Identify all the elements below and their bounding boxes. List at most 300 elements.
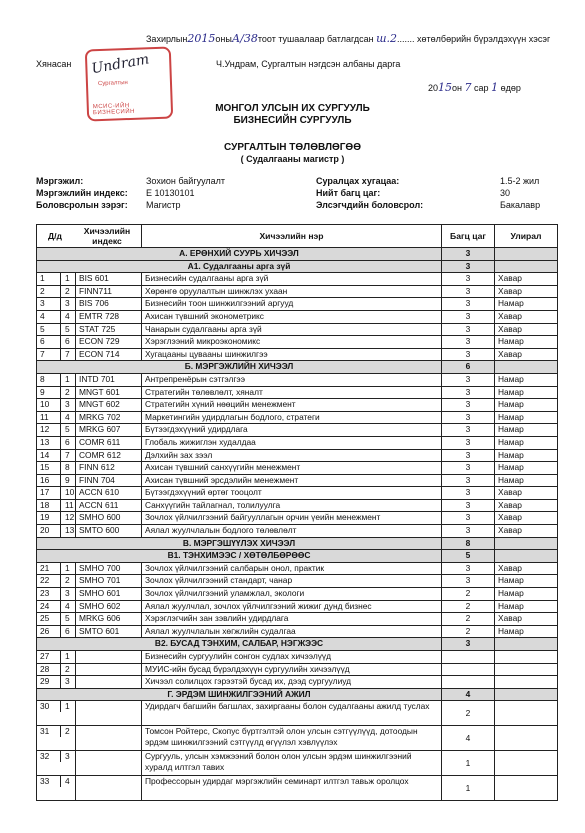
row-number-cell — [37, 600, 76, 613]
row-number-cell — [37, 499, 76, 512]
course-credit: 3 — [442, 273, 495, 286]
row-number: 2 — [37, 286, 61, 298]
course-term: Хавар — [495, 273, 558, 286]
row-sub-number: 5 — [65, 613, 70, 624]
row-sub-number: 9 — [65, 474, 70, 485]
category-credit: 4 — [442, 688, 495, 701]
row-number-cell — [37, 373, 76, 386]
course-name: Зочлох үйлчилгээний уламжлал, экологи — [142, 588, 442, 601]
row-number-cell — [37, 625, 76, 638]
row-number: 33 — [37, 776, 61, 787]
row-sub-number: 2 — [65, 663, 70, 674]
row-sub-number: 1 — [65, 562, 70, 573]
course-code: SMTO 600 — [76, 525, 142, 538]
table-row — [37, 663, 558, 676]
course-term: Хавар — [495, 310, 558, 323]
course-code: ACCN 611 — [76, 499, 142, 512]
col-no: Д/д — [48, 231, 62, 241]
row-number: 5 — [37, 324, 61, 336]
row-number-cell — [37, 298, 76, 311]
course-term: Хавар — [495, 512, 558, 525]
row-sub-number: 3 — [65, 588, 70, 599]
course-code: ACCN 610 — [76, 487, 142, 500]
row-number-cell — [37, 436, 76, 449]
row-number-cell — [37, 651, 76, 664]
row-sub-number: 2 — [65, 386, 70, 397]
row-sub-number: 3 — [65, 399, 70, 410]
table-row — [37, 323, 558, 336]
plan-title: СУРГАЛТЫН ТӨЛӨВЛӨГӨӨ — [224, 142, 361, 153]
row-sub-number: 4 — [65, 310, 70, 321]
row-sub-number: 1 — [65, 651, 70, 661]
course-code: SMHO 601 — [76, 588, 142, 601]
row-number: 10 — [37, 399, 61, 411]
course-credit: 3 — [442, 449, 495, 462]
course-credit: 3 — [442, 386, 495, 399]
row-number: 28 — [37, 664, 61, 676]
row-number: 19 — [37, 512, 61, 524]
row-sub-number: 10 — [65, 487, 75, 498]
course-credit: 3 — [442, 373, 495, 386]
course-code: BIS 601 — [76, 273, 142, 286]
row-number: 21 — [37, 563, 61, 575]
course-term: Хавар — [495, 323, 558, 336]
major-label: Мэргэжил: — [36, 176, 84, 186]
row-sub-number: 6 — [65, 625, 70, 636]
course-code — [76, 663, 142, 676]
course-code: FINN711 — [76, 285, 142, 298]
course-term: Хавар — [495, 285, 558, 298]
course-term — [495, 663, 558, 676]
category-name: В. МЭРГЭШҮҮЛЭХ ХИЧЭЭЛ — [37, 537, 442, 550]
course-name: Глобаль жижиглэн худалдаа — [142, 436, 442, 449]
row-sub-number: 3 — [65, 751, 70, 762]
row-sub-number: 2 — [65, 726, 70, 737]
row-sub-number: 13 — [65, 525, 75, 536]
table-row — [37, 273, 558, 286]
row-number-cell — [37, 487, 76, 500]
course-credit: 3 — [442, 562, 495, 575]
course-term — [495, 676, 558, 689]
course-code: EMTR 728 — [76, 310, 142, 323]
course-name: Дэлхийн зах зээл — [142, 449, 442, 462]
table-row — [37, 726, 558, 751]
credits-value: 30 — [500, 188, 511, 198]
course-term: Хавар — [495, 487, 558, 500]
course-credit: 3 — [442, 525, 495, 538]
row-number: 30 — [37, 701, 61, 712]
category-term — [495, 638, 558, 651]
course-credit: 3 — [442, 474, 495, 487]
row-number: 17 — [37, 487, 61, 499]
category-credit: 3 — [442, 260, 495, 273]
course-name: Бүтээгдэхүүний удирдлага — [142, 424, 442, 437]
row-number: 18 — [37, 500, 61, 512]
course-credit: 3 — [442, 462, 495, 475]
row-number-cell — [37, 323, 76, 336]
course-term: Хавар — [495, 613, 558, 626]
row-number: 12 — [37, 424, 61, 436]
course-term: Хавар — [495, 499, 558, 512]
row-number-cell — [37, 726, 76, 751]
course-term — [495, 726, 558, 751]
course-code: MRKG 606 — [76, 613, 142, 626]
table-row — [37, 449, 558, 462]
stamp-text: МСИС-ИЙН БИЗНЕСИЙН — [92, 102, 136, 117]
row-number-cell — [37, 424, 76, 437]
course-term: Намар — [495, 373, 558, 386]
course-code: FINN 612 — [76, 462, 142, 475]
university-name: МОНГОЛ УЛСЫН ИХ СУРГУУЛЬ — [215, 103, 370, 114]
table-body — [37, 248, 558, 801]
course-credit — [442, 676, 495, 689]
row-sub-number: 6 — [65, 336, 70, 347]
row-number-cell — [37, 776, 76, 801]
row-number-cell — [37, 512, 76, 525]
course-term: Хавар — [495, 562, 558, 575]
course-code: MNGT 601 — [76, 386, 142, 399]
course-name: МУИС-ийн бусад бүрэлдэхүүн сургуулийн хичээлүүд — [142, 663, 442, 676]
row-number-cell — [37, 449, 76, 462]
row-number: 13 — [37, 437, 61, 449]
signature: Undram — [90, 51, 151, 78]
credits-label: Нийт багц цаг: — [316, 188, 381, 198]
course-credit — [442, 663, 495, 676]
duration-label: Суралцах хугацаа: — [316, 176, 400, 186]
course-credit: 1 — [442, 776, 495, 801]
course-term: Намар — [495, 462, 558, 475]
course-term: Хавар — [495, 525, 558, 538]
date-year-label: он — [452, 83, 462, 93]
row-number: 4 — [37, 311, 61, 323]
row-number-cell — [37, 751, 76, 776]
row-number: 27 — [37, 651, 61, 663]
row-number-cell — [37, 613, 76, 626]
category-term — [495, 537, 558, 550]
course-name: Стратегийн төлөвлөлт, хяналт — [142, 386, 442, 399]
table-row — [37, 285, 558, 298]
approval-year-handwritten: 2015 — [187, 32, 216, 45]
course-name: Бизнесийн тоон шинжилгээний аргууд — [142, 298, 442, 311]
category-credit: 5 — [442, 550, 495, 563]
course-name: Стратегийн хүний нөөцийн менежмент — [142, 399, 442, 412]
category-row — [37, 537, 558, 550]
row-number-cell — [37, 273, 76, 286]
table-row — [37, 373, 558, 386]
course-name: Зочлох үйлчилгээний байгууллагын орчин үеийн менежмент — [142, 512, 442, 525]
col-name: Хичээлийн нэр — [142, 225, 442, 248]
course-code: SMHO 602 — [76, 600, 142, 613]
row-number-cell — [37, 310, 76, 323]
course-credit: 2 — [442, 588, 495, 601]
table-row — [37, 487, 558, 500]
course-term: Намар — [495, 411, 558, 424]
course-code — [76, 776, 142, 801]
course-code — [76, 651, 142, 664]
course-name: Чанарын судалгааны арга зүй — [142, 323, 442, 336]
subcategory-name: А1. Судалгааны арга зүй — [37, 260, 442, 273]
row-sub-number: 3 — [65, 676, 70, 687]
row-number-cell — [37, 676, 76, 689]
col-code: Хичээлийн индекс — [83, 226, 131, 246]
course-credit: 4 — [442, 726, 495, 751]
row-sub-number: 4 — [65, 776, 70, 787]
category-term — [495, 248, 558, 261]
course-name: Хэрэглээний микроэкономикс — [142, 336, 442, 349]
course-term: Намар — [495, 600, 558, 613]
category-term — [495, 550, 558, 563]
category-term — [495, 688, 558, 701]
course-name: Хэрэглэгчийн зан зэвлийн удирдлага — [142, 613, 442, 626]
course-code: SMHO 600 — [76, 512, 142, 525]
approval-mid: оны — [215, 34, 232, 44]
date-prefix: 20 — [428, 83, 439, 93]
course-credit: 3 — [442, 512, 495, 525]
course-credit: 3 — [442, 285, 495, 298]
course-name: Бизнесийн судалгааны арга зүй — [142, 273, 442, 286]
approval-mid2: тоот тушаалаар батлагдсан — [257, 34, 374, 44]
course-credit: 3 — [442, 310, 495, 323]
row-number-cell — [37, 285, 76, 298]
row-number: 11 — [37, 412, 61, 424]
course-term: Намар — [495, 298, 558, 311]
course-term: Намар — [495, 436, 558, 449]
course-code: BIS 706 — [76, 298, 142, 311]
table-row — [37, 600, 558, 613]
row-number-cell — [37, 462, 76, 475]
row-number: 15 — [37, 462, 61, 474]
row-number: 14 — [37, 450, 61, 462]
course-code: MRKG 607 — [76, 424, 142, 437]
row-sub-number: 5 — [65, 323, 70, 334]
index-label: Мэргэжлийн индекс: — [36, 188, 128, 198]
course-name: Антрепренёрын сэтгэлгээ — [142, 373, 442, 386]
row-number-cell — [37, 588, 76, 601]
course-code: MRKG 702 — [76, 411, 142, 424]
course-name: Удирдагч багшийн багшлах, захиргааны болон судалгааны ажилд туслах — [142, 701, 442, 726]
table-row — [37, 625, 558, 638]
index-value: Е 10130101 — [146, 188, 195, 198]
degree-value: Магистр — [146, 200, 181, 210]
table-row — [37, 499, 558, 512]
course-code: COMR 611 — [76, 436, 142, 449]
course-term: Хавар — [495, 348, 558, 361]
row-number: 7 — [37, 349, 61, 361]
row-sub-number: 1 — [65, 701, 70, 712]
category-row — [37, 248, 558, 261]
course-credit: 3 — [442, 348, 495, 361]
category-term — [495, 260, 558, 273]
course-name: Зочлох үйлчилгээний салбарын онол, практик — [142, 562, 442, 575]
table-row — [37, 751, 558, 776]
header-no-code — [37, 225, 142, 248]
course-code: SMHO 701 — [76, 575, 142, 588]
row-sub-number: 3 — [65, 298, 70, 309]
row-number-cell — [37, 348, 76, 361]
row-sub-number: 1 — [65, 273, 70, 284]
row-number-cell — [37, 663, 76, 676]
row-number: 24 — [37, 601, 61, 613]
row-sub-number: 2 — [65, 285, 70, 296]
approval-date — [428, 81, 521, 94]
table-row — [37, 336, 558, 349]
course-code — [76, 676, 142, 689]
category-name: Г. ЭРДЭМ ШИНЖИЛГЭЭНИЙ АЖИЛ — [37, 688, 442, 701]
category-credit: 3 — [442, 248, 495, 261]
course-name: Санхүүгийн тайлагнал, толилуулга — [142, 499, 442, 512]
row-number: 9 — [37, 387, 61, 399]
course-code: INTD 701 — [76, 373, 142, 386]
table-row — [37, 512, 558, 525]
category-row — [37, 361, 558, 374]
table-row — [37, 386, 558, 399]
table-row — [37, 474, 558, 487]
course-term: Намар — [495, 474, 558, 487]
row-number: 6 — [37, 336, 61, 348]
table-row — [37, 348, 558, 361]
course-credit: 3 — [442, 487, 495, 500]
course-name: Сургууль, улсын хэмжээний болон олон улсын эрдэм шинжилгээний хуралд илтгэл тавих — [142, 751, 442, 776]
course-credit: 3 — [442, 411, 495, 424]
course-name: Бизнесийн сургуулийн сонгон судлах хичээлүүд — [142, 651, 442, 664]
course-term: Намар — [495, 575, 558, 588]
table-row — [37, 462, 558, 475]
row-sub-number: 6 — [65, 436, 70, 447]
course-name: Аялал жуулчлалын бодлого төлөвлөлт — [142, 525, 442, 538]
course-name: Томсон Ройтерс, Скопус бүртгэлтэй олон улсын сэтгүүлүүд, дотоодын эрдэм шинжилгээний сэтгүүлд өгүүлэл хэвлүүлэх — [142, 726, 442, 751]
entry-value: Бакалавр — [500, 200, 541, 210]
row-sub-number: 1 — [65, 373, 70, 384]
course-code — [76, 751, 142, 776]
course-name: Бүтээгдэхүүний өртөг тооцолт — [142, 487, 442, 500]
category-row — [37, 688, 558, 701]
category-name: А. ЕРӨНХИЙ СУУРЬ ХИЧЭЭЛ — [37, 248, 442, 261]
col-credit: Багц цаг — [442, 225, 495, 248]
table-row — [37, 310, 558, 323]
row-sub-number: 5 — [65, 424, 70, 435]
row-sub-number: 7 — [65, 348, 70, 359]
course-credit: 3 — [442, 424, 495, 437]
subcategory-row — [37, 260, 558, 273]
row-sub-number: 11 — [65, 499, 74, 510]
date-year-handwritten: 15 — [438, 81, 453, 94]
plan-subtitle: ( Судалгааны магистр ) — [240, 154, 345, 164]
course-term: Намар — [495, 424, 558, 437]
course-code: SMHO 700 — [76, 562, 142, 575]
course-name: Профессорын удирдаг мэргэжлийн семинарт илтгэл тавьж оролцох — [142, 776, 442, 801]
row-number-cell — [37, 399, 76, 412]
table-row — [37, 701, 558, 726]
course-credit: 2 — [442, 625, 495, 638]
course-name: Хугацааны цувааны шинжилгээ — [142, 348, 442, 361]
row-number: 31 — [37, 726, 61, 737]
course-term — [495, 751, 558, 776]
course-term — [495, 701, 558, 726]
course-credit: 3 — [442, 499, 495, 512]
table-row — [37, 298, 558, 311]
row-number: 22 — [37, 575, 61, 587]
table-row — [37, 399, 558, 412]
row-sub-number: 2 — [65, 575, 70, 586]
course-name: Ахисан түвшний эрсдэлийн менежмент — [142, 474, 442, 487]
major-value: Зохион байгуулалт — [146, 176, 226, 186]
date-day-handwritten: 1 — [491, 81, 499, 94]
course-code: ECON 729 — [76, 336, 142, 349]
course-credit: 3 — [442, 436, 495, 449]
curriculum-table — [36, 224, 558, 801]
course-code: SMTO 601 — [76, 625, 142, 638]
row-number: 26 — [37, 626, 61, 638]
course-name: Аялал жуулчлал, зочлох үйлчилгээний жижиг дунд бизнес — [142, 600, 442, 613]
course-name: Ахисан түвшний эконометрикс — [142, 310, 442, 323]
approval-prefix: Захирлын — [146, 34, 188, 44]
entry-label: Элсэгчдийн боловсрол: — [316, 200, 424, 210]
row-sub-number: 12 — [65, 512, 75, 523]
row-number-cell — [37, 525, 76, 538]
table-row — [37, 562, 558, 575]
course-credit: 2 — [442, 701, 495, 726]
course-credit: 2 — [442, 613, 495, 626]
course-name: Маркетингийн удирдлагын бодлого, стратеги — [142, 411, 442, 424]
approval-line: Захирлын2015оныА/38тоот тушаалаар батлагдсан ш.2....... хөтөлбөрийн бүрэлдэхүүн хэсэг — [146, 32, 551, 45]
row-sub-number: 7 — [65, 449, 70, 460]
row-sub-number: 4 — [65, 411, 70, 422]
course-term: Намар — [495, 336, 558, 349]
date-month-label: сар — [474, 83, 489, 93]
row-number: 8 — [37, 374, 61, 386]
degree-label: Боловсролын зэрэг: — [36, 200, 128, 210]
course-credit: 3 — [442, 336, 495, 349]
approval-suffix: хөтөлбөрийн бүрэлдэхүүн хэсэг — [417, 34, 551, 44]
course-code — [76, 726, 142, 751]
row-number: 3 — [37, 298, 61, 310]
course-term: Намар — [495, 588, 558, 601]
row-number: 29 — [37, 676, 61, 688]
approver-name: Ч.Ундрам, Сургалтын нэгдсэн албаны дарга — [216, 59, 401, 69]
approval-program-number-handwritten: ш.2 — [376, 32, 398, 45]
date-month-handwritten: 7 — [464, 81, 472, 94]
category-name: Б. МЭРГЭЖЛИЙН ХИЧЭЭЛ — [37, 361, 442, 374]
row-number-cell — [37, 562, 76, 575]
table-row — [37, 525, 558, 538]
course-name: Хөрөнгө оруулалтын шинжлэх ухаан — [142, 285, 442, 298]
course-code: MNGT 602 — [76, 399, 142, 412]
table-row — [37, 676, 558, 689]
course-code: FINN 704 — [76, 474, 142, 487]
table-row — [37, 651, 558, 664]
subcategory-row — [37, 550, 558, 563]
course-code: ECON 714 — [76, 348, 142, 361]
row-sub-number: 4 — [65, 600, 70, 611]
course-credit: 1 — [442, 751, 495, 776]
row-number-cell — [37, 474, 76, 487]
course-term — [495, 651, 558, 664]
course-code: COMR 612 — [76, 449, 142, 462]
date-day-label: өдөр — [500, 83, 521, 93]
course-name: Хичээл солилцох гэрээтэй бусад их, дээд сургуулиуд — [142, 676, 442, 689]
table-row — [37, 588, 558, 601]
course-name: Зочлох үйлчилгээний стандарт, чанар — [142, 575, 442, 588]
row-number-cell — [37, 701, 76, 726]
approval-order-number-handwritten: А/38 — [231, 32, 258, 45]
subcategory-name: В2. БУСАД ТЭНХИМ, САЛБАР, НЭГЖЭЭС — [37, 638, 442, 651]
table-row — [37, 575, 558, 588]
row-number-cell — [37, 411, 76, 424]
course-name: Аялал жуулчлалын хөгжлийн судалгаа — [142, 625, 442, 638]
table-row — [37, 776, 558, 801]
category-term — [495, 361, 558, 374]
course-term: Намар — [495, 399, 558, 412]
